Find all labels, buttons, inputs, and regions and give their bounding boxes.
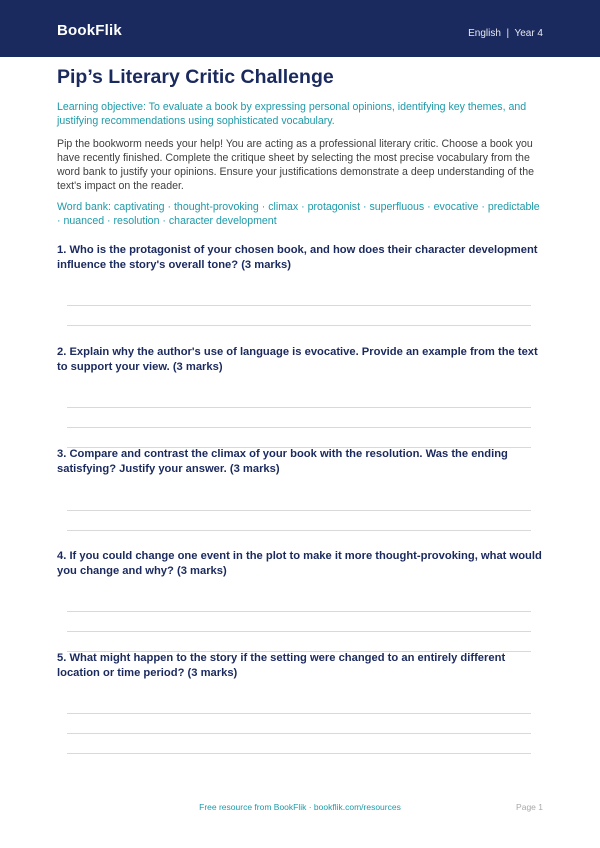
footer-source-link[interactable]: Free resource from BookFlik · bookflik.com/resources [199, 802, 401, 812]
answer-line[interactable] [67, 631, 531, 632]
question-5: 5. What might happen to the story if the setting were changed to an entirely different location or time period? (3 marks) [57, 652, 506, 679]
answer-line[interactable] [67, 611, 531, 612]
page-title: Pip’s Literary Critic Challenge [57, 66, 334, 88]
intro-section [57, 66, 545, 228]
subject-year-label: English | Year 4 [468, 28, 543, 39]
page-header [0, 0, 600, 57]
answer-line[interactable] [67, 733, 531, 734]
page-number: Page 1 [516, 802, 543, 812]
question-1: 1. Who is the protagonist of your chosen book, and how does their character development influence the story's overall tone? (3 marks) [57, 244, 538, 271]
answer-line[interactable] [67, 510, 531, 511]
answer-line[interactable] [67, 427, 531, 428]
brand-logo-text: BookFlik [57, 22, 122, 39]
answer-line[interactable] [67, 530, 531, 531]
question-4: 4. If you could change one event in the plot to make it more thought-provoking, what would you change and why? (3 marks) [57, 550, 542, 577]
answer-line[interactable] [67, 305, 531, 306]
answer-line[interactable] [67, 753, 531, 754]
answer-line[interactable] [67, 407, 531, 408]
intro-paragraph: Pip the bookworm needs your help! You are acting as a professional literary critic. Choose a book you have recently finished. Complete the critique sheet by selecting the most precise vocabulary from the word bank to justify your opinions. Ensure your justifications demonstrate a deep understanding of the text's impact on the reader. [57, 138, 534, 192]
question-3: 3. Compare and contrast the climax of your book with the resolution. Was the ending satisfying? Justify your answer. (3 marks) [57, 448, 508, 475]
word-bank: Word bank: captivating · thought-provoking · climax · protagonist · superfluous · evocative · predictable · nuanced · resolution · character development [57, 201, 540, 227]
learning-objective: Learning objective: To evaluate a book by expressing personal opinions, identifying key themes, and justifying recommendations using sophisticated vocabulary. [57, 101, 527, 127]
answer-line[interactable] [67, 713, 531, 714]
question-2: 2. Explain why the author's use of language is evocative. Provide an example from the text to support your view. (3 marks) [57, 346, 538, 373]
answer-line[interactable] [67, 325, 531, 326]
